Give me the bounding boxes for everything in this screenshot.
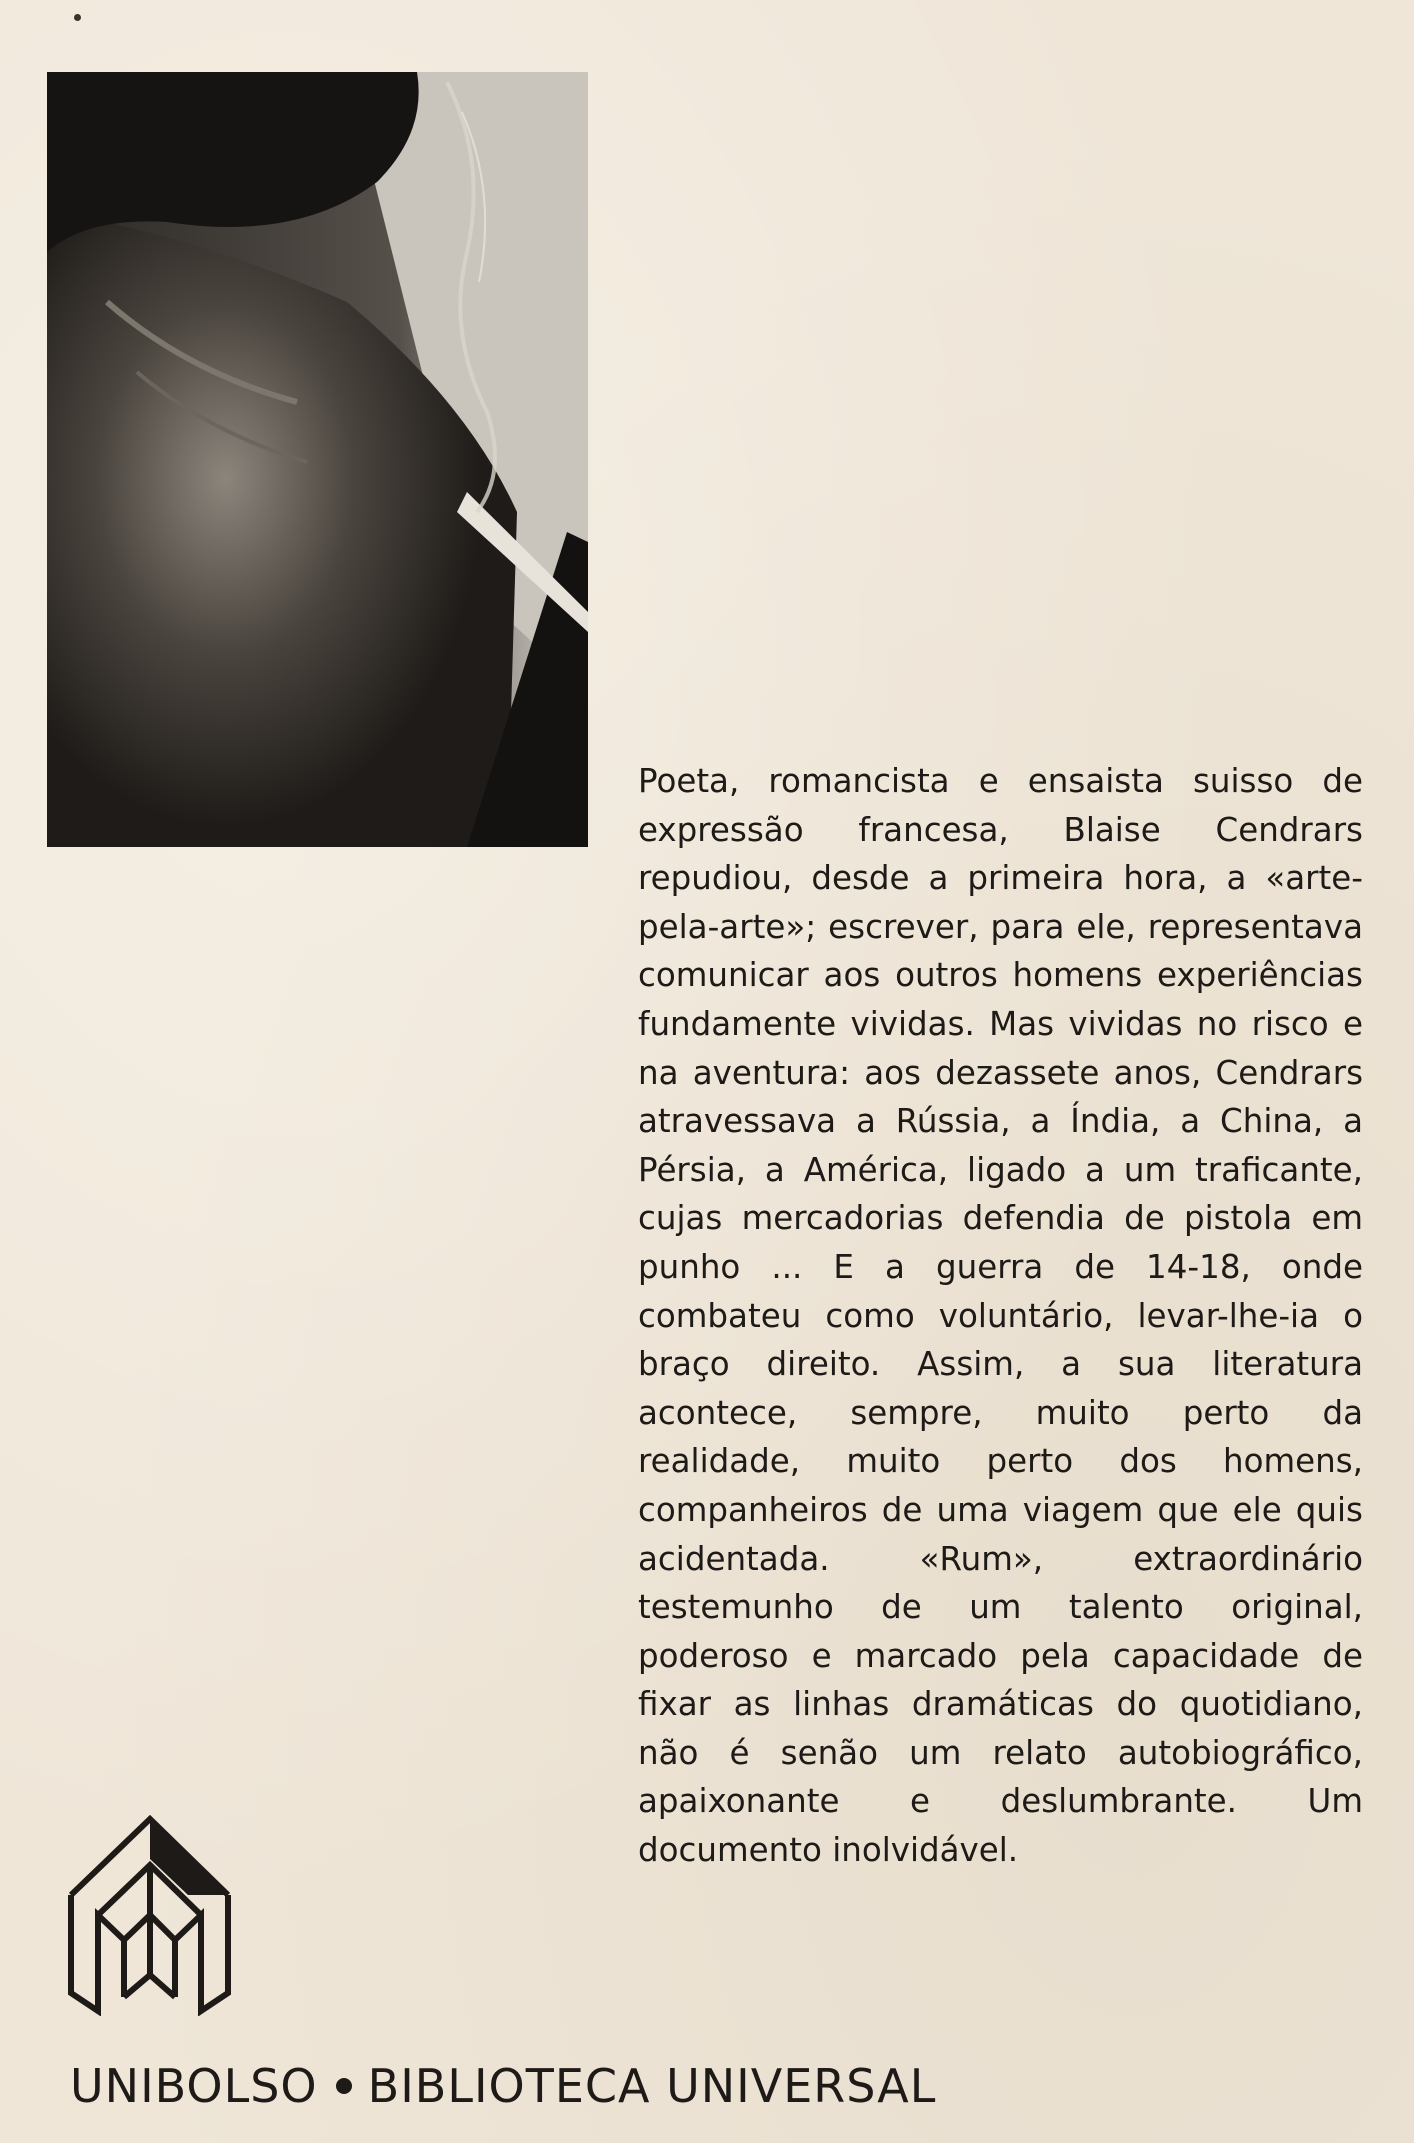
- publisher-logo-icon: [68, 1815, 231, 2016]
- collection-footer: [70, 2058, 1370, 2114]
- collection-name: BIBLIOTECA UNIVERSAL: [367, 2059, 937, 2113]
- bullet-separator: [336, 2078, 352, 2094]
- publisher-name: UNIBOLSO: [70, 2059, 318, 2113]
- author-photo: [47, 72, 588, 847]
- book-description: Poeta, romancista e ensaista suisso de expressão francesa, Blaise Cendrars repudiou, desde a primeira hora, a «arte-pela-arte»; escrever, para ele, representava comunicar aos outros homens experiências fundamente vividas. Mas vividas no risco e na aventura: aos dezassete anos, Cendrars atravessava a Rússia, a Índia, a China, a Pérsia, a América, ligado a um traficante, cujas mercadorias defendia de pistola em punho ... E a guerra de 14-18, onde combateu como voluntário, levar-lhe-ia o braço direito. Assim, a sua literatura acontece, sempre, muito perto da realidade, muito perto dos homens, companheiros de uma viagem que ele quis acidentada. «Rum», extraordinário testemunho de um talento original, poderoso e marcado pela capacidade de fixar as linhas dramáticas do quotidiano, não é senão um relato autobiográfico, apaixonante e deslumbrante. Um documento inolvidável.: [638, 762, 1363, 1870]
- paper-speck: [74, 14, 81, 21]
